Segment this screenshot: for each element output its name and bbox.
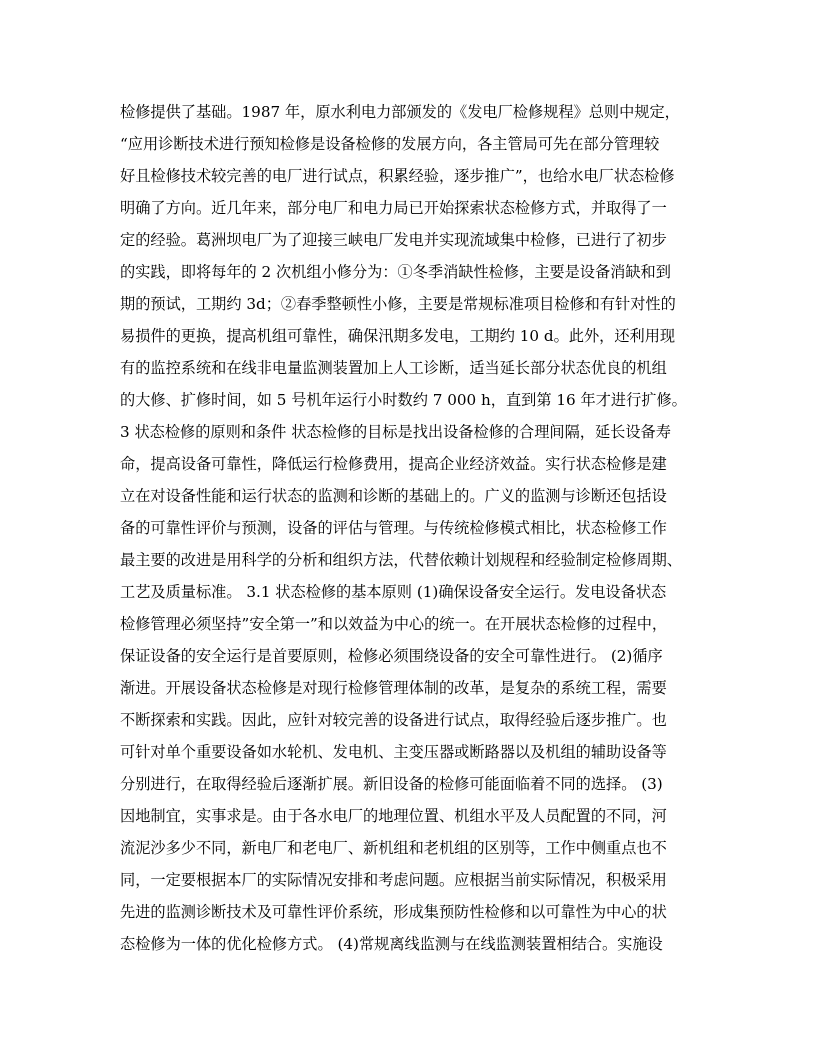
text-line: 可针对单个重要设备如水轮机、发电机、主变压器或断路器以及机组的辅助设备等: [120, 743, 667, 761]
text-line: 最主要的改进是用科学的分析和组织方法，代替依赖计划规程和经验制定检修周期、: [120, 551, 682, 569]
text-line: 态检修为一体的优化检修方式。 (4)常规离线监测与在线监测装置相结合。实施设: [120, 935, 663, 953]
text-line: 明确了方向。近几年来，部分电厂和电力局已开始探索状态检修方式，并取得了一: [120, 199, 667, 217]
text-line: 工艺及质量标准。 3.1 状态检修的基本原则 (1)确保设备安全运行。发电设备状态: [120, 583, 667, 601]
text-line: 3 状态检修的原则和条件 状态检修的目标是找出设备检修的合理间隔，延长设备寿: [120, 423, 671, 441]
text-line: 的大修、扩修时间，如 5 号机年运行小时数约 7 000 h，直到第 16 年才进行扩修。: [120, 391, 687, 409]
text-line: 期的预试，工期约 3d；②春季整顿性小修，主要是常规标准项目检修和有针对性的: [120, 295, 676, 313]
text-line: 分别进行，在取得经验后逐渐扩展。新旧设备的检修可能面临着不同的选择。 (3): [120, 775, 663, 793]
text-line: 易损件的更换，提高机组可靠性，确保汛期多发电，工期约 10 d。此外，还利用现: [120, 327, 676, 345]
text-line: 命，提高设备可靠性，降低运行检修费用，提高企业经济效益。实行状态检修是建: [120, 455, 667, 473]
text-line: 有的监控系统和在线非电量监测装置加上人工诊断，适当延长部分状态优良的机组: [120, 359, 667, 377]
text-line: 同，一定要根据本厂的实际情况安排和考虑问题。应根据当前实际情况，积极采用: [120, 871, 667, 889]
text-line: “应用诊断技术进行预知检修是设备检修的发展方向，各主管局可先在部分管理较: [120, 135, 660, 153]
text-line: 保证设备的安全运行是首要原则，检修必须围绕设备的安全可靠性进行。 (2)循序: [120, 647, 663, 665]
text-line: 渐进。开展设备状态检修是对现行检修管理体制的改革，是复杂的系统工程，需要: [120, 679, 667, 697]
text-line: 检修管理必须坚持”安全第一”和以效益为中心的统一。在开展状态检修的过程中，: [120, 615, 668, 633]
text-line: 定的经验。葛洲坝电厂为了迎接三峡电厂发电并实现流域集中检修，已进行了初步: [120, 231, 667, 249]
text-line: 备的可靠性评价与预测，设备的评估与管理。与传统检修模式相比，状态检修工作: [120, 519, 667, 537]
text-line: 的实践，即将每年的 2 次机组小修分为：①冬季消缺性检修，主要是设备消缺和到: [120, 263, 671, 281]
body-text: [120, 96, 700, 960]
text-line: 不断探索和实践。因此，应针对较完善的设备进行试点，取得经验后逐步推广。也: [120, 711, 667, 729]
text-line: 先进的监测诊断技术及可靠性评价系统，形成集预防性检修和以可靠性为中心的状: [120, 903, 667, 921]
text-line: 流泥沙多少不同，新电厂和老电厂、新机组和老机组的区别等，工作中侧重点也不: [120, 839, 667, 857]
text-line: 立在对设备性能和运行状态的监测和诊断的基础上的。广义的监测与诊断还包括设: [120, 487, 667, 505]
text-line: 检修提供了基础。1987 年，原水利电力部颁发的《发电厂检修规程》总则中规定，: [120, 103, 680, 121]
text-line: 因地制宜，实事求是。由于各水电厂的地理位置、机组水平及人员配置的不同，河: [120, 807, 667, 825]
text-line: 好且检修技术较完善的电厂进行试点，积累经验，逐步推广”，也给水电厂状态检修: [120, 167, 675, 185]
